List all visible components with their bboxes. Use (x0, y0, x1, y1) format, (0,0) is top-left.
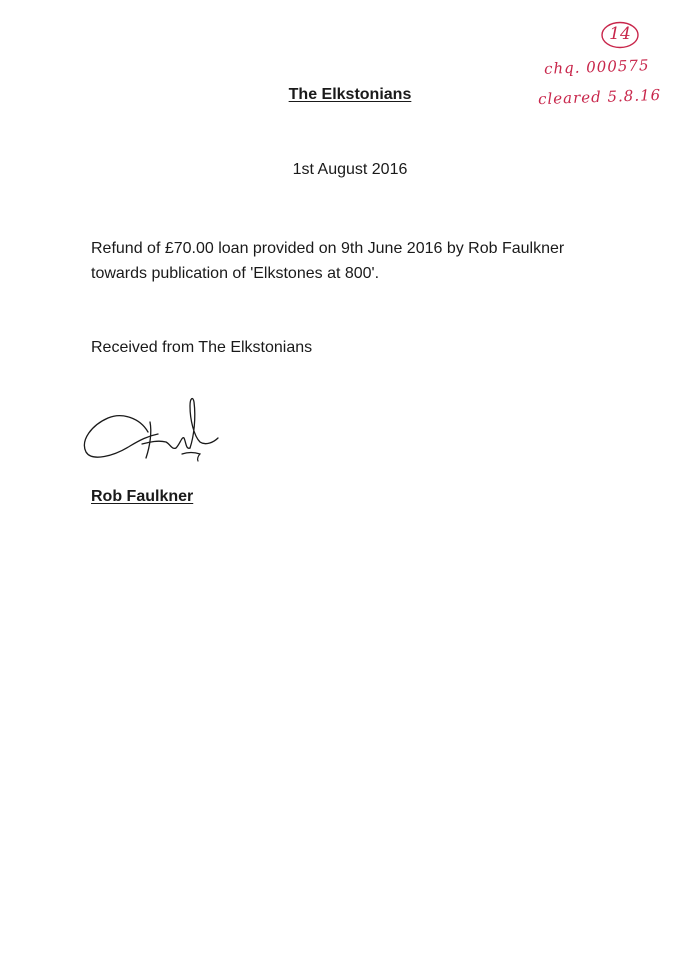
cleared-note: cleared 5.8.16 (537, 85, 662, 109)
refund-statement-line-1: Refund of £70.00 loan provided on 9th June 2016 by Rob Faulkner (91, 240, 565, 257)
received-from-line: Received from The Elkstonians (91, 339, 313, 356)
refund-statement (91, 236, 631, 286)
cheque-note: chq. 000575 (543, 56, 650, 78)
page-number: 14 (609, 24, 631, 44)
refund-statement-line-2: towards publication of 'Elkstones at 800'. (91, 265, 380, 282)
signer-name: Rob Faulkner (91, 488, 194, 505)
document-date: 1st August 2016 (292, 161, 408, 178)
document-title: The Elkstonians (288, 86, 412, 103)
handwritten-signature (78, 392, 228, 466)
page-number-circle (600, 20, 640, 50)
